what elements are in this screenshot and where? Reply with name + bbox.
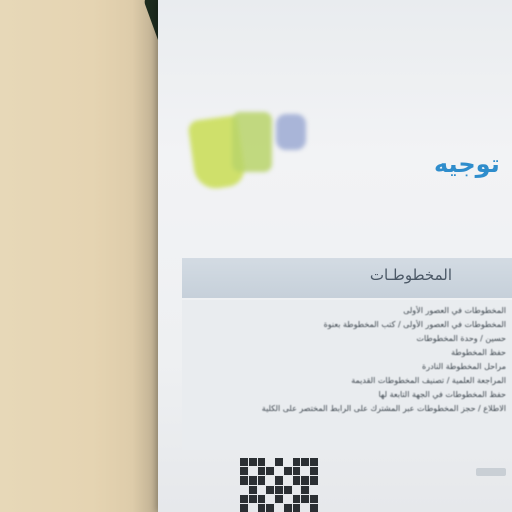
body-line: حفظ المخطوطات في الجهة التابعة لها xyxy=(378,390,506,399)
body-lines xyxy=(182,306,512,418)
body-line: حسين / وحدة المخطوطات xyxy=(416,334,506,343)
logo-icon xyxy=(192,108,310,196)
section-header-text: المخطوطـات xyxy=(369,266,452,284)
poster-title: توجيه xyxy=(434,150,500,178)
body-line: الاطلاع / حجز المخطوطات عبر المشترك على الرابط المختصر على الكلية xyxy=(261,404,506,413)
qr-code-icon xyxy=(240,458,318,512)
body-line: المخطوطات في العصور الأولى xyxy=(403,306,506,315)
body-line: مراحل المخطوطة النادرة xyxy=(422,362,506,371)
body-line: المراجعة العلمية / تصنيف المخطوطات القديمة xyxy=(351,376,506,385)
section-header-bar xyxy=(182,258,512,298)
body-line: المخطوطات في العصور الأولى / كتب المخطوطة بعنوة xyxy=(323,320,506,329)
body-line: حفظ المخطوطة xyxy=(451,348,506,357)
bottom-mark xyxy=(476,468,506,476)
section-body xyxy=(182,300,512,450)
